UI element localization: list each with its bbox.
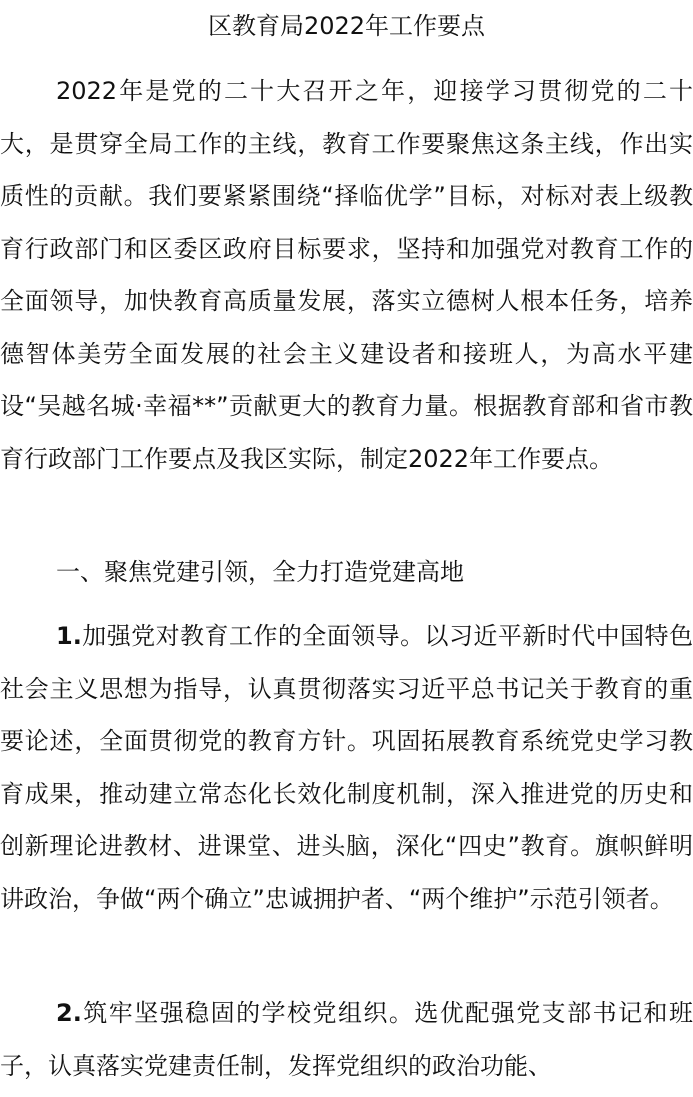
item-2-text: 筑牢坚强稳固的学校党组织。选优配强党支部书记和班子，认真落实党建责任制，发挥党组织的政治功能、 [0,999,693,1080]
document-title: 区教育局2022年工作要点 [207,12,486,40]
item-2-number: 2. [56,999,82,1027]
item-1-paragraph [0,610,693,925]
item-1-text: 加强党对教育工作的全面领导。以习近平新时代中国特色社会主义思想为指导，认真贯彻落实习近平总书记关于教育的重要论述，全面贯彻党的教育方针。巩固拓展教育系统党史学习教育成果，推动建立常态化长效化制度机制，深入推进党的历史和创新理论进教材、进课堂、进头脑，深化“四史”教育。旗帜鲜明讲政治，争做“两个确立”忠诚拥护者、“两个维护”示范引领者。 [0,622,693,913]
item-1-number: 1. [56,622,82,650]
intro-paragraph: 2022年是党的二十大召开之年，迎接学习贯彻党的二十大，是贯穿全局工作的主线，教育工作要聚焦这条主线，作出实质性的贡献。我们要紧紧围绕“择临优学”目标，对标对表上级教育行政部门和区委区政府目标要求，坚持和加强党对教育工作的全面领导，加快教育高质量发展，落实立德树人根本任务，培养德智体美劳全面发展的社会主义建设者和接班人，为高水平建设“吴越名城·幸福**”贡献更大的教育力量。根据教育部和省市教育行政部门工作要点及我区实际，制定2022年工作要点。 [0,77,693,473]
item-2-paragraph [0,987,693,1092]
section-heading-1: 一、聚焦党建引领，全力打造党建高地 [56,558,464,586]
